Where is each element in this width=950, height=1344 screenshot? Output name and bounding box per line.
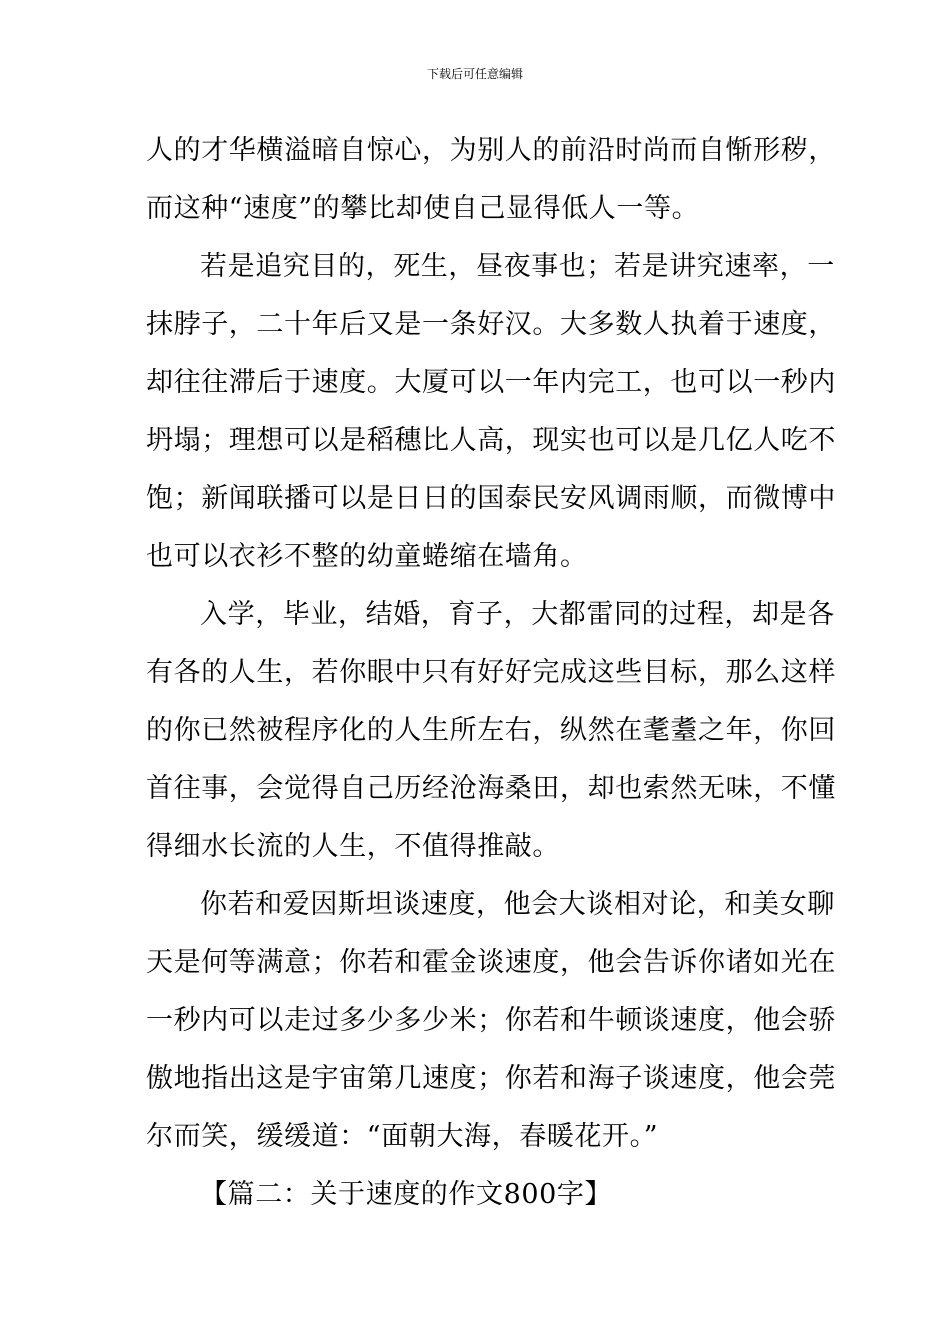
text-line: 的你已然被程序化的人生所左右，纵然在耄耋之年，你回: [146, 715, 836, 746]
paragraph: [146, 238, 836, 586]
section-heading-text: 【篇二：关于速度的作文800字】: [200, 1179, 613, 1210]
text-line: 你若和爱因斯坦谈速度，他会大谈相对论，和美女聊: [200, 889, 835, 920]
section-heading: [146, 1166, 806, 1224]
text-line: 首往事，会觉得自己历经沧海桑田，却也索然无味，不懂: [146, 773, 836, 804]
text-line: 尔而笑，缓缓道：“面朝大海，春暖花开。”: [146, 1121, 659, 1152]
text-line: 却往往滞后于速度。大厦可以一年内完工，也可以一秒内: [146, 367, 836, 398]
text-line: 而这种“速度”的攀比却使自己显得低人一等。: [146, 193, 700, 224]
text-line: 饱；新闻联播可以是日日的国泰民安风调雨顺，而微博中: [146, 483, 836, 514]
paragraph: [146, 876, 836, 1166]
text-line: 有各的人生，若你眼中只有好好完成这些目标，那么这样: [146, 657, 836, 688]
text-line: 也可以衣衫不整的幼童蜷缩在墙角。: [146, 541, 588, 572]
page-header: 下载后可任意编辑: [426, 67, 523, 81]
text-line: 坍塌；理想可以是稻穗比人高，现实也可以是几亿人吃不: [146, 425, 836, 456]
text-line: 抹脖子，二十年后又是一条好汉。大多数人执着于速度，: [146, 309, 836, 340]
document-body: [146, 122, 836, 1224]
text-line: 若是追究目的，死生，昼夜事也；若是讲究速率，一: [200, 251, 835, 282]
text-line: 人的才华横溢暗自惊心，为别人的前沿时尚而自惭形秽，: [146, 135, 836, 166]
text-line: 入学，毕业，结婚，育子，大都雷同的过程，却是各: [200, 599, 835, 630]
paragraph: [146, 586, 836, 876]
text-line: 一秒内可以走过多少多少米；你若和牛顿谈速度，他会骄: [146, 1005, 836, 1036]
text-line: 傲地指出这是宇宙第几速度；你若和海子谈速度，他会莞: [146, 1063, 836, 1094]
text-line: 天是何等满意；你若和霍金谈速度，他会告诉你诸如光在: [146, 947, 836, 978]
paragraph: [146, 122, 836, 238]
text-line: 得细水长流的人生，不值得推敲。: [146, 831, 560, 862]
